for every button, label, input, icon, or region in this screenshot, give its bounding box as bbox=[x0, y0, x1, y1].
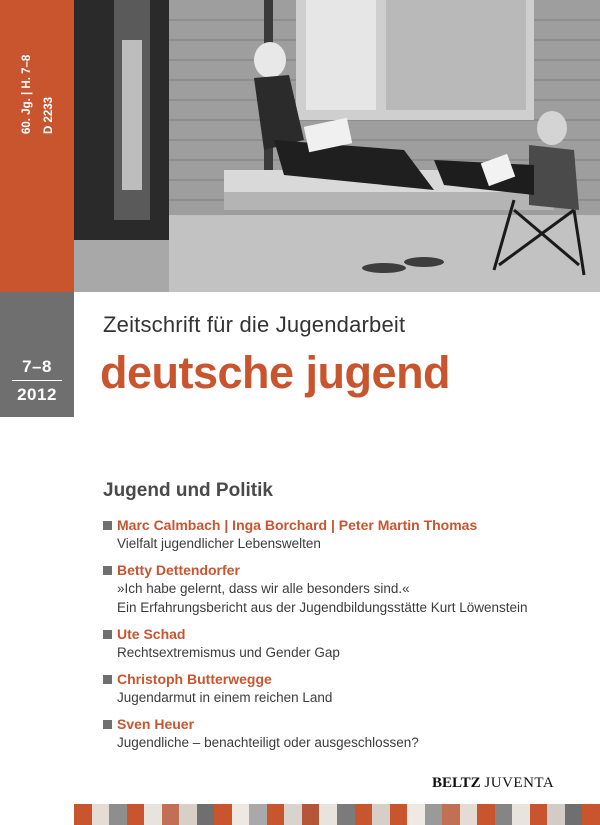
issue-year: 2012 bbox=[17, 385, 57, 404]
toc-author: Marc Calmbach | Inga Borchard | Peter Martin Thomas bbox=[117, 517, 478, 533]
issue-divider bbox=[12, 380, 62, 381]
stripe-segment bbox=[530, 804, 548, 825]
spine-volume-issue: 60. Jg. | H. 7–8 bbox=[21, 54, 33, 134]
cover-photo bbox=[74, 0, 600, 292]
publisher-name-part2: JUVENTA bbox=[484, 775, 555, 791]
stripe-segment bbox=[512, 804, 530, 825]
stripe-segment bbox=[214, 804, 232, 825]
section-heading: Jugend und Politik bbox=[103, 480, 273, 501]
toc-article-title: Jugendliche – benachteiligt oder ausgeschlossen? bbox=[117, 735, 419, 750]
stripe-segment bbox=[127, 804, 145, 825]
stripe-segment bbox=[144, 804, 162, 825]
table-of-contents bbox=[103, 516, 583, 760]
toc-item bbox=[103, 670, 583, 707]
stripe-segment bbox=[355, 804, 373, 825]
stripe-segment bbox=[547, 804, 565, 825]
bullet-square-icon bbox=[103, 675, 112, 684]
stripe-segment bbox=[284, 804, 302, 825]
bullet-square-icon bbox=[103, 630, 112, 639]
decorative-stripe-bar bbox=[74, 804, 600, 825]
bullet-square-icon bbox=[103, 720, 112, 729]
stripe-segment bbox=[179, 804, 197, 825]
stripe-segment bbox=[390, 804, 408, 825]
stripe-segment bbox=[407, 804, 425, 825]
toc-article-title: Vielfalt jugendlicher Lebenswelten bbox=[117, 536, 321, 551]
stripe-segment bbox=[582, 804, 600, 825]
journal-title: deutsche jugend bbox=[100, 347, 451, 398]
stripe-segment bbox=[197, 804, 215, 825]
bullet-square-icon bbox=[103, 521, 112, 530]
bullet-square-icon bbox=[103, 566, 112, 575]
stripe-segment bbox=[319, 804, 337, 825]
toc-author: Ute Schad bbox=[117, 626, 186, 642]
stripe-segment bbox=[249, 804, 267, 825]
toc-article-title: Rechtsextremismus und Gender Gap bbox=[117, 645, 340, 660]
toc-item bbox=[103, 516, 583, 553]
stripe-segment bbox=[372, 804, 390, 825]
stripe-segment bbox=[302, 804, 320, 825]
toc-article-title: Jugendarmut in einem reichen Land bbox=[117, 690, 333, 705]
journal-subtitle: Zeitschrift für die Jugendarbeit bbox=[103, 312, 406, 337]
publisher-name-part1: BELTZ bbox=[432, 775, 481, 791]
toc-author: Sven Heuer bbox=[117, 716, 195, 732]
toc-article-title: »Ich habe gelernt, dass wir alle besonders sind.« bbox=[117, 581, 410, 596]
stripe-segment bbox=[337, 804, 355, 825]
stripe-segment bbox=[232, 804, 250, 825]
stripe-segment bbox=[495, 804, 513, 825]
toc-author: Christoph Butterwegge bbox=[117, 671, 272, 687]
stripe-segment bbox=[162, 804, 180, 825]
stripe-segment bbox=[477, 804, 495, 825]
toc-item bbox=[103, 715, 583, 752]
stripe-segment bbox=[267, 804, 285, 825]
stripe-segment bbox=[425, 804, 443, 825]
spine-info bbox=[10, 16, 66, 136]
stripe-segment bbox=[565, 804, 583, 825]
stripe-segment bbox=[74, 804, 92, 825]
stripe-segment bbox=[442, 804, 460, 825]
toc-article-subtitle: Ein Erfahrungsbericht aus der Jugendbildungsstätte Kurt Löwenstein bbox=[117, 600, 528, 615]
toc-author: Betty Dettendorfer bbox=[117, 562, 240, 578]
stripe-segment bbox=[92, 804, 110, 825]
toc-item bbox=[103, 625, 583, 662]
spine-band bbox=[0, 0, 74, 292]
stripe-segment bbox=[460, 804, 478, 825]
spine-issn: D 2233 bbox=[43, 96, 55, 134]
stripe-segment bbox=[109, 804, 127, 825]
publisher-logo bbox=[432, 775, 554, 792]
issue-number: 7–8 bbox=[22, 357, 52, 376]
toc-item bbox=[103, 561, 583, 617]
